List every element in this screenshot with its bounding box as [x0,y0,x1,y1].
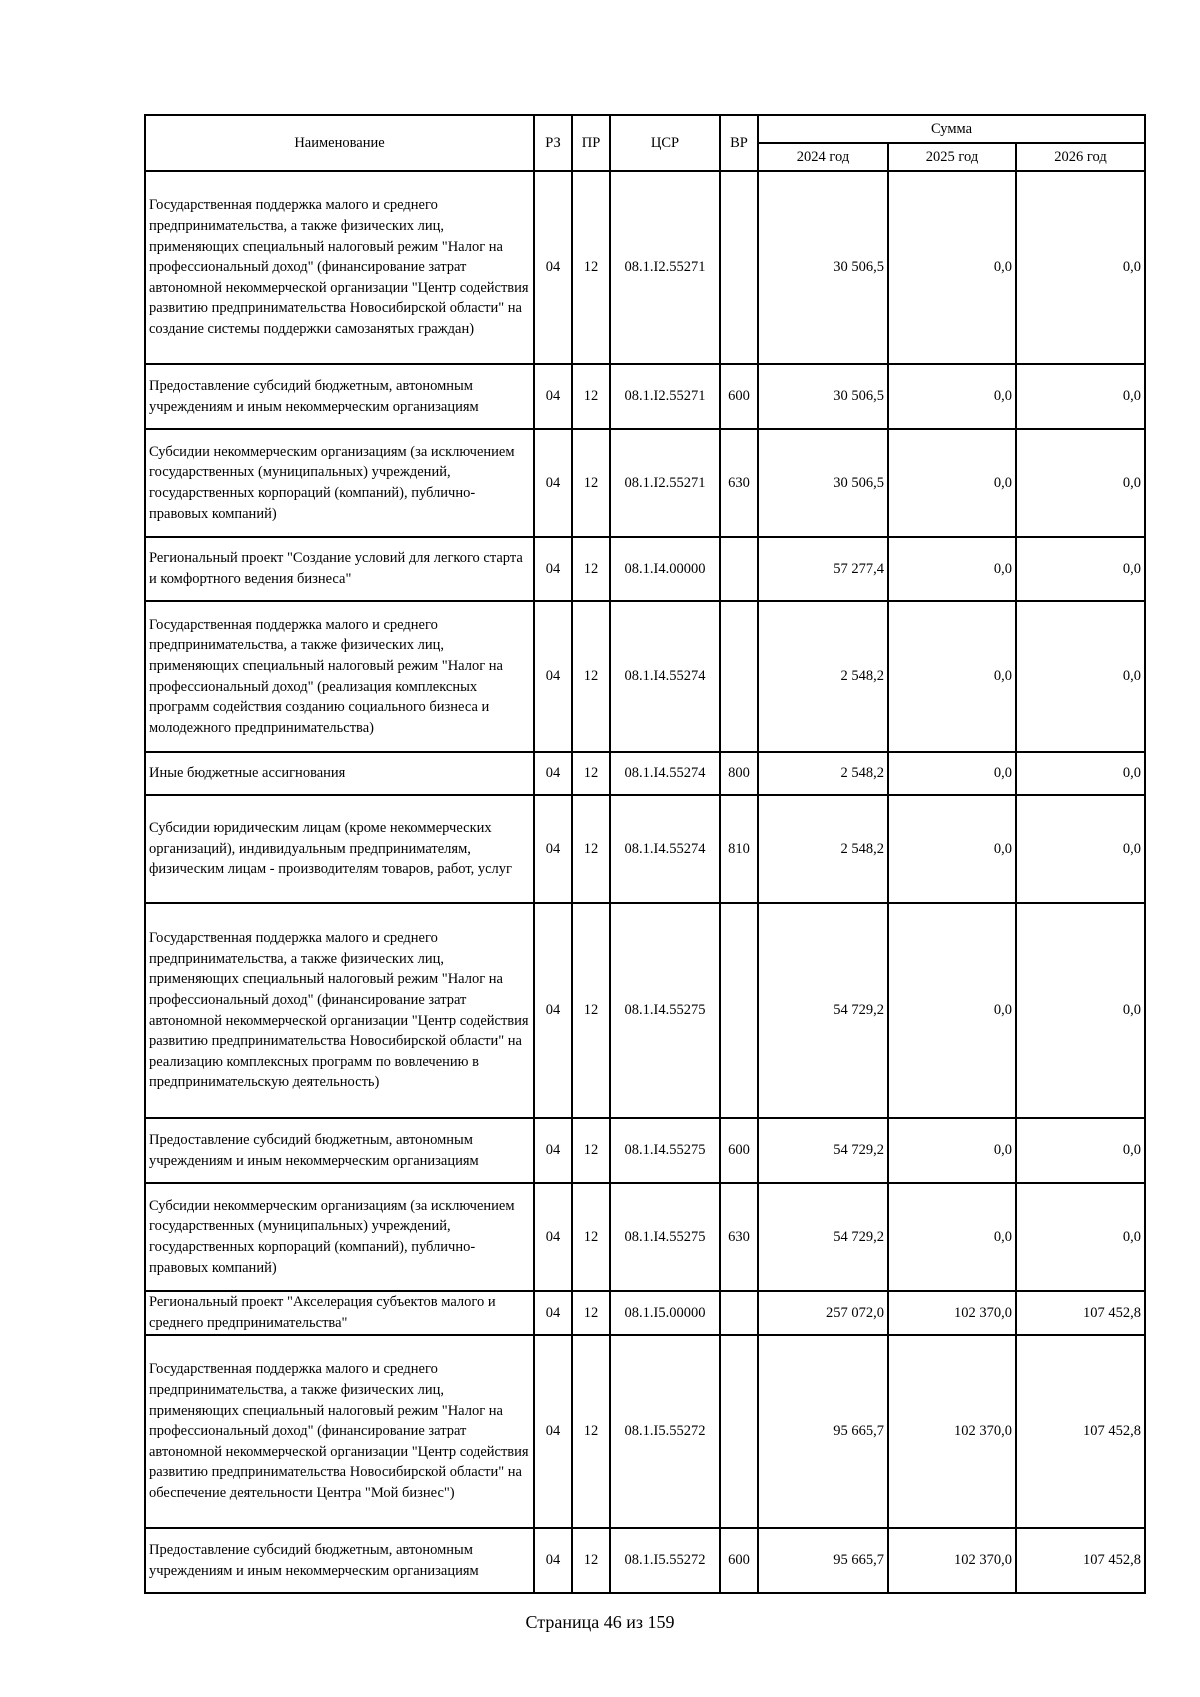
cell-amount-2024: 95 665,7 [758,1528,888,1593]
cell-amount-2026: 0,0 [1016,171,1145,364]
cell-amount-2025: 102 370,0 [888,1335,1016,1528]
cell-amount-2024: 2 548,2 [758,795,888,903]
cell-amount-2026: 0,0 [1016,903,1145,1118]
cell-csr: 08.1.I4.55275 [610,1118,720,1183]
cell-amount-2024: 30 506,5 [758,171,888,364]
cell-csr: 08.1.I4.55274 [610,752,720,795]
header-name: Наименование [145,115,534,171]
cell-amount-2025: 0,0 [888,752,1016,795]
cell-amount-2024: 2 548,2 [758,601,888,752]
header-year-2025: 2025 год [888,143,1016,171]
cell-amount-2025: 0,0 [888,429,1016,537]
cell-name: Предоставление субсидий бюджетным, автономным учреждениям и иным некоммерческим организациям [145,1528,534,1593]
cell-rz: 04 [534,752,572,795]
cell-rz: 04 [534,364,572,429]
table-row [145,1118,1145,1183]
cell-csr: 08.1.I5.00000 [610,1291,720,1335]
cell-amount-2026: 107 452,8 [1016,1335,1145,1528]
table-row [145,364,1145,429]
cell-amount-2025: 0,0 [888,364,1016,429]
cell-amount-2025: 0,0 [888,1183,1016,1291]
cell-amount-2026: 107 452,8 [1016,1528,1145,1593]
cell-csr: 08.1.I5.55272 [610,1528,720,1593]
table-row [145,1528,1145,1593]
header-rz: РЗ [534,115,572,171]
cell-amount-2026: 0,0 [1016,752,1145,795]
cell-pr: 12 [572,903,610,1118]
table-row [145,752,1145,795]
cell-amount-2024: 2 548,2 [758,752,888,795]
cell-csr: 08.1.I2.55271 [610,364,720,429]
cell-amount-2025: 102 370,0 [888,1291,1016,1335]
table-row [145,903,1145,1118]
cell-amount-2024: 257 072,0 [758,1291,888,1335]
cell-pr: 12 [572,1118,610,1183]
cell-vr [720,171,758,364]
cell-rz: 04 [534,1335,572,1528]
cell-vr: 600 [720,1118,758,1183]
table-body [145,171,1145,1593]
cell-name: Государственная поддержка малого и среднего предпринимательства, а также физических лиц, применяющих специальный налоговый режим "Налог на профессиональный доход" (финансирование затрат автономной некоммерческой организации "Центр содействия развитию предпринимательства Новосибирской области" на реализацию комплексных программ по вовлечению в предпринимательскую деятельность) [145,903,534,1118]
cell-rz: 04 [534,1291,572,1335]
cell-amount-2025: 0,0 [888,171,1016,364]
cell-vr: 630 [720,429,758,537]
cell-name: Предоставление субсидий бюджетным, автономным учреждениям и иным некоммерческим организациям [145,364,534,429]
cell-rz: 04 [534,1528,572,1593]
cell-name: Государственная поддержка малого и среднего предпринимательства, а также физических лиц, применяющих специальный налоговый режим "Налог на профессиональный доход" (финансирование затрат автономной некоммерческой организации "Центр содействия развитию предпринимательства Новосибирской области" на обеспечение деятельности Центра "Мой бизнес") [145,1335,534,1528]
cell-amount-2026: 0,0 [1016,795,1145,903]
cell-pr: 12 [572,752,610,795]
cell-vr: 600 [720,364,758,429]
cell-amount-2026: 107 452,8 [1016,1291,1145,1335]
cell-amount-2024: 54 729,2 [758,1118,888,1183]
cell-pr: 12 [572,1183,610,1291]
cell-amount-2026: 0,0 [1016,537,1145,601]
cell-rz: 04 [534,171,572,364]
table-row [145,1335,1145,1528]
cell-amount-2025: 0,0 [888,795,1016,903]
cell-csr: 08.1.I4.55274 [610,795,720,903]
cell-csr: 08.1.I4.55275 [610,1183,720,1291]
budget-table [144,114,1146,1594]
cell-name: Субсидии некоммерческим организациям (за исключением государственных (муниципальных) учреждений, государственных корпораций (компаний), публично-правовых компаний) [145,1183,534,1291]
cell-name: Региональный проект "Создание условий для легкого старта и комфортного ведения бизнеса" [145,537,534,601]
cell-amount-2026: 0,0 [1016,429,1145,537]
cell-rz: 04 [534,429,572,537]
cell-pr: 12 [572,171,610,364]
cell-amount-2024: 57 277,4 [758,537,888,601]
cell-vr: 800 [720,752,758,795]
cell-pr: 12 [572,537,610,601]
cell-name: Предоставление субсидий бюджетным, автономным учреждениям и иным некоммерческим организациям [145,1118,534,1183]
cell-csr: 08.1.I4.55275 [610,903,720,1118]
cell-amount-2026: 0,0 [1016,1118,1145,1183]
cell-rz: 04 [534,537,572,601]
cell-pr: 12 [572,1335,610,1528]
cell-pr: 12 [572,364,610,429]
cell-csr: 08.1.I4.00000 [610,537,720,601]
cell-amount-2025: 0,0 [888,1118,1016,1183]
cell-amount-2025: 102 370,0 [888,1528,1016,1593]
header-year-2024: 2024 год [758,143,888,171]
cell-amount-2024: 54 729,2 [758,1183,888,1291]
page-number: Страница 46 из 159 [525,1612,675,1632]
cell-rz: 04 [534,1183,572,1291]
cell-name: Иные бюджетные ассигнования [145,752,534,795]
table-row [145,537,1145,601]
table-header [145,115,1145,171]
cell-pr: 12 [572,1291,610,1335]
cell-rz: 04 [534,903,572,1118]
cell-vr [720,903,758,1118]
cell-amount-2025: 0,0 [888,537,1016,601]
cell-name: Субсидии некоммерческим организациям (за исключением государственных (муниципальных) учреждений, государственных корпораций (компаний), публично-правовых компаний) [145,429,534,537]
cell-csr: 08.1.I2.55271 [610,429,720,537]
cell-pr: 12 [572,429,610,537]
table-row [145,1291,1145,1335]
cell-vr [720,601,758,752]
cell-name: Субсидии юридическим лицам (кроме некоммерческих организаций), индивидуальным предпринимателям, физическим лицам - производителям товаров, работ, услуг [145,795,534,903]
cell-csr: 08.1.I2.55271 [610,171,720,364]
cell-pr: 12 [572,1528,610,1593]
cell-name: Региональный проект "Акселерация субъектов малого и среднего предпринимательства" [145,1291,534,1335]
cell-amount-2024: 95 665,7 [758,1335,888,1528]
cell-amount-2025: 0,0 [888,601,1016,752]
cell-name: Государственная поддержка малого и среднего предпринимательства, а также физических лиц, применяющих специальный налоговый режим "Налог на профессиональный доход" (финансирование затрат автономной некоммерческой организации "Центр содействия развитию предпринимательства Новосибирской области" на создание системы поддержки самозанятых граждан) [145,171,534,364]
cell-vr: 810 [720,795,758,903]
cell-csr: 08.1.I5.55272 [610,1335,720,1528]
cell-rz: 04 [534,601,572,752]
cell-csr: 08.1.I4.55274 [610,601,720,752]
cell-amount-2024: 30 506,5 [758,429,888,537]
cell-vr: 600 [720,1528,758,1593]
header-year-2026: 2026 год [1016,143,1145,171]
header-csr: ЦСР [610,115,720,171]
cell-amount-2024: 30 506,5 [758,364,888,429]
cell-vr [720,537,758,601]
cell-amount-2024: 54 729,2 [758,903,888,1118]
table-row [145,171,1145,364]
cell-vr: 630 [720,1183,758,1291]
header-pr: ПР [572,115,610,171]
cell-rz: 04 [534,1118,572,1183]
cell-rz: 04 [534,795,572,903]
cell-amount-2026: 0,0 [1016,364,1145,429]
cell-name: Государственная поддержка малого и среднего предпринимательства, а также физических лиц, применяющих специальный налоговый режим "Налог на профессиональный доход" (реализация комплексных программ содействия созданию социального бизнеса и молодежного предпринимательства) [145,601,534,752]
table-row [145,429,1145,537]
header-sum: Сумма [758,115,1145,143]
table-row [145,601,1145,752]
cell-amount-2025: 0,0 [888,903,1016,1118]
cell-vr [720,1335,758,1528]
cell-amount-2026: 0,0 [1016,601,1145,752]
table-row [145,1183,1145,1291]
cell-pr: 12 [572,795,610,903]
table-row [145,795,1145,903]
cell-pr: 12 [572,601,610,752]
header-vr: ВР [720,115,758,171]
cell-amount-2026: 0,0 [1016,1183,1145,1291]
cell-vr [720,1291,758,1335]
